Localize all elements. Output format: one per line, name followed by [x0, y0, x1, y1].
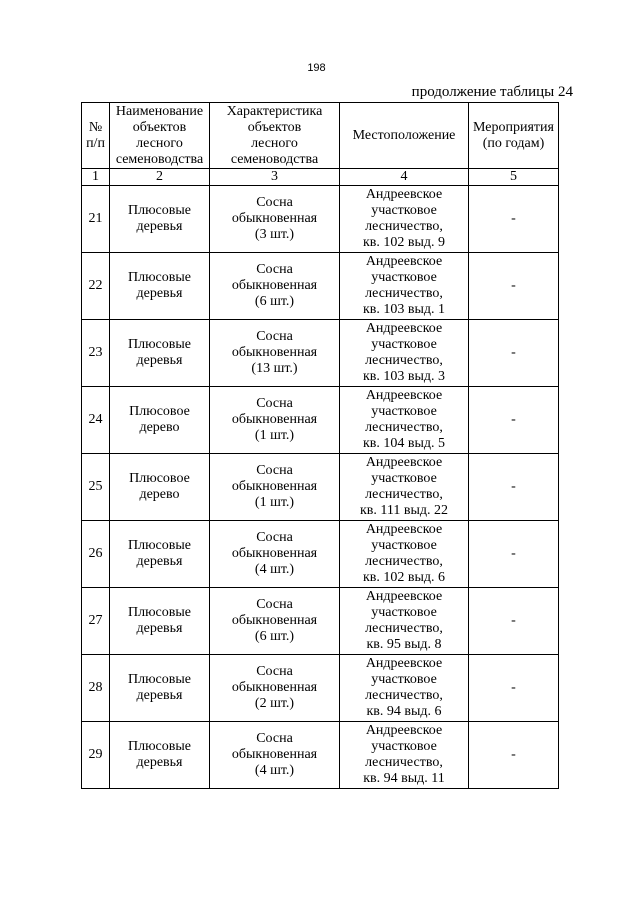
object-name-line: Плюсовые	[128, 203, 191, 218]
object-location-line: Андреевское	[365, 455, 443, 470]
row-number: 26	[82, 521, 110, 588]
header-number-line: №	[88, 119, 103, 135]
object-location	[340, 521, 469, 588]
header-events-line: Мероприятия	[473, 119, 554, 135]
object-characteristics-line: (6 шт.)	[254, 294, 295, 309]
object-location-line: участковое	[371, 739, 437, 754]
row-number: 25	[82, 454, 110, 521]
row-number: 29	[82, 722, 110, 789]
page-number: 198	[307, 62, 326, 74]
object-characteristics-line: Сосна	[256, 597, 293, 612]
object-location	[340, 454, 469, 521]
column-number: 5	[469, 169, 559, 186]
object-location-line: участковое	[371, 538, 437, 553]
header-characteristics-line: объектов	[247, 119, 302, 135]
object-events: -	[469, 454, 559, 521]
column-number-row	[82, 169, 559, 186]
object-location-line: кв. 102 выд. 6	[362, 570, 446, 585]
object-characteristics	[210, 387, 340, 454]
column-number: 2	[110, 169, 210, 186]
object-location-line: кв. 95 выд. 8	[366, 637, 442, 652]
object-location-line: лесничество,	[365, 487, 443, 502]
table-row	[82, 722, 559, 789]
object-name	[110, 454, 210, 521]
object-name	[110, 186, 210, 253]
row-number: 23	[82, 320, 110, 387]
object-name-line: деревья	[136, 554, 183, 569]
object-name	[110, 320, 210, 387]
object-location-line: участковое	[371, 337, 437, 352]
object-name-line: Плюсовые	[128, 672, 191, 687]
header-object-name-line: Наименование	[115, 103, 204, 119]
object-name-line: Плюсовое	[129, 471, 190, 486]
table-header	[82, 103, 559, 186]
object-characteristics-line: обыкновенная	[231, 412, 318, 427]
object-location-line: кв. 103 выд. 1	[362, 302, 446, 317]
header-object-name	[110, 103, 210, 169]
object-name-line: деревья	[136, 286, 183, 301]
table-continuation-label: продолжение таблицы 24	[411, 84, 573, 100]
object-characteristics-line: (6 шт.)	[254, 629, 295, 644]
object-location-line: кв. 94 выд. 11	[363, 771, 445, 786]
header-number	[82, 103, 110, 169]
object-name-line: деревья	[136, 353, 183, 368]
object-name-line: деревья	[136, 219, 183, 234]
object-events: -	[469, 387, 559, 454]
object-location-line: участковое	[371, 471, 437, 486]
object-location-line: лесничество,	[365, 420, 443, 435]
object-location-line: лесничество,	[365, 755, 443, 770]
object-characteristics-line: Сосна	[256, 664, 293, 679]
object-events: -	[469, 320, 559, 387]
object-characteristics-line: обыкновенная	[231, 747, 318, 762]
object-name	[110, 253, 210, 320]
table-body	[82, 186, 559, 789]
header-events-line: (по годам)	[482, 135, 545, 151]
object-location-line: участковое	[371, 605, 437, 620]
object-name-line: дерево	[139, 420, 180, 435]
object-characteristics	[210, 655, 340, 722]
header-location	[340, 103, 469, 169]
object-name-line: Плюсовые	[128, 538, 191, 553]
table-row	[82, 521, 559, 588]
object-location	[340, 320, 469, 387]
object-characteristics-line: (1 шт.)	[254, 495, 295, 510]
object-location-line: Андреевское	[365, 321, 443, 336]
row-number: 28	[82, 655, 110, 722]
header-object-name-line: семеноводства	[115, 151, 204, 167]
header-object-name-line: лесного	[136, 135, 183, 151]
header-characteristics-line: лесного	[251, 135, 298, 151]
object-events: -	[469, 722, 559, 789]
object-name-line: Плюсовые	[128, 739, 191, 754]
object-location-line: Андреевское	[365, 388, 443, 403]
header-object-name-line: объектов	[132, 119, 187, 135]
object-location-line: лесничество,	[365, 353, 443, 368]
object-characteristics-line: Сосна	[256, 195, 293, 210]
object-characteristics-line: (1 шт.)	[254, 428, 295, 443]
object-location-line: участковое	[371, 270, 437, 285]
object-events: -	[469, 588, 559, 655]
object-characteristics-line: обыкновенная	[231, 546, 318, 561]
object-name	[110, 655, 210, 722]
object-events: -	[469, 253, 559, 320]
header-characteristics	[210, 103, 340, 169]
seed-objects-table	[81, 102, 559, 789]
object-name-line: Плюсовые	[128, 337, 191, 352]
object-location-line: лесничество,	[365, 286, 443, 301]
object-name-line: Плюсовые	[128, 270, 191, 285]
object-location-line: Андреевское	[365, 723, 443, 738]
column-number: 1	[82, 169, 110, 186]
object-location	[340, 186, 469, 253]
object-name	[110, 387, 210, 454]
object-characteristics-line: обыкновенная	[231, 680, 318, 695]
row-number: 24	[82, 387, 110, 454]
header-characteristics-line: семеноводства	[230, 151, 319, 167]
object-characteristics-line: Сосна	[256, 731, 293, 746]
object-location-line: Андреевское	[365, 187, 443, 202]
object-location-line: кв. 103 выд. 3	[362, 369, 446, 384]
object-location	[340, 253, 469, 320]
object-name-line: деревья	[136, 688, 183, 703]
object-location-line: кв. 94 выд. 6	[366, 704, 442, 719]
object-characteristics-line: Сосна	[256, 329, 293, 344]
object-location-line: кв. 102 выд. 9	[362, 235, 446, 250]
object-location-line: Андреевское	[365, 522, 443, 537]
row-number: 22	[82, 253, 110, 320]
object-location	[340, 588, 469, 655]
object-characteristics	[210, 320, 340, 387]
object-characteristics-line: (13 шт.)	[251, 361, 298, 376]
row-number: 27	[82, 588, 110, 655]
object-location	[340, 655, 469, 722]
object-location-line: Андреевское	[365, 656, 443, 671]
object-characteristics-line: Сосна	[256, 396, 293, 411]
object-characteristics-line: Сосна	[256, 262, 293, 277]
object-name-line: Плюсовые	[128, 605, 191, 620]
object-characteristics-line: (3 шт.)	[254, 227, 295, 242]
object-events: -	[469, 521, 559, 588]
object-location-line: Андреевское	[365, 589, 443, 604]
object-characteristics-line: обыкновенная	[231, 211, 318, 226]
column-number: 3	[210, 169, 340, 186]
object-location-line: участковое	[371, 672, 437, 687]
object-characteristics-line: обыкновенная	[231, 613, 318, 628]
row-number: 21	[82, 186, 110, 253]
header-events	[469, 103, 559, 169]
table-row	[82, 253, 559, 320]
object-characteristics-line: Сосна	[256, 530, 293, 545]
object-location-line: лесничество,	[365, 688, 443, 703]
object-events: -	[469, 186, 559, 253]
object-characteristics-line: Сосна	[256, 463, 293, 478]
object-characteristics-line: обыкновенная	[231, 278, 318, 293]
table-row	[82, 588, 559, 655]
object-name	[110, 521, 210, 588]
object-location	[340, 387, 469, 454]
table-row	[82, 387, 559, 454]
object-characteristics	[210, 588, 340, 655]
object-characteristics-line: (2 шт.)	[254, 696, 295, 711]
header-row	[82, 103, 559, 169]
object-characteristics	[210, 722, 340, 789]
object-location-line: кв. 111 выд. 22	[359, 503, 448, 518]
object-location-line: участковое	[371, 203, 437, 218]
column-number: 4	[340, 169, 469, 186]
object-characteristics-line: обыкновенная	[231, 345, 318, 360]
table-row	[82, 320, 559, 387]
object-location-line: Андреевское	[365, 254, 443, 269]
object-name-line: деревья	[136, 621, 183, 636]
object-characteristics-line: (4 шт.)	[254, 562, 295, 577]
object-location-line: лесничество,	[365, 219, 443, 234]
object-name-line: Плюсовое	[129, 404, 190, 419]
object-location-line: лесничество,	[365, 554, 443, 569]
object-characteristics	[210, 521, 340, 588]
object-characteristics-line: (4 шт.)	[254, 763, 295, 778]
object-characteristics	[210, 253, 340, 320]
object-characteristics	[210, 454, 340, 521]
object-name	[110, 588, 210, 655]
header-characteristics-line: Характеристика	[226, 103, 323, 119]
object-name	[110, 722, 210, 789]
object-location-line: участковое	[371, 404, 437, 419]
object-location-line: лесничество,	[365, 621, 443, 636]
object-events: -	[469, 655, 559, 722]
table-row	[82, 655, 559, 722]
table-row	[82, 186, 559, 253]
object-characteristics-line: обыкновенная	[231, 479, 318, 494]
object-characteristics	[210, 186, 340, 253]
object-location	[340, 722, 469, 789]
header-number-line: п/п	[86, 135, 105, 151]
header-location-line: Местоположение	[352, 127, 456, 143]
object-name-line: дерево	[139, 487, 180, 502]
table-row	[82, 454, 559, 521]
object-location-line: кв. 104 выд. 5	[362, 436, 446, 451]
object-name-line: деревья	[136, 755, 183, 770]
